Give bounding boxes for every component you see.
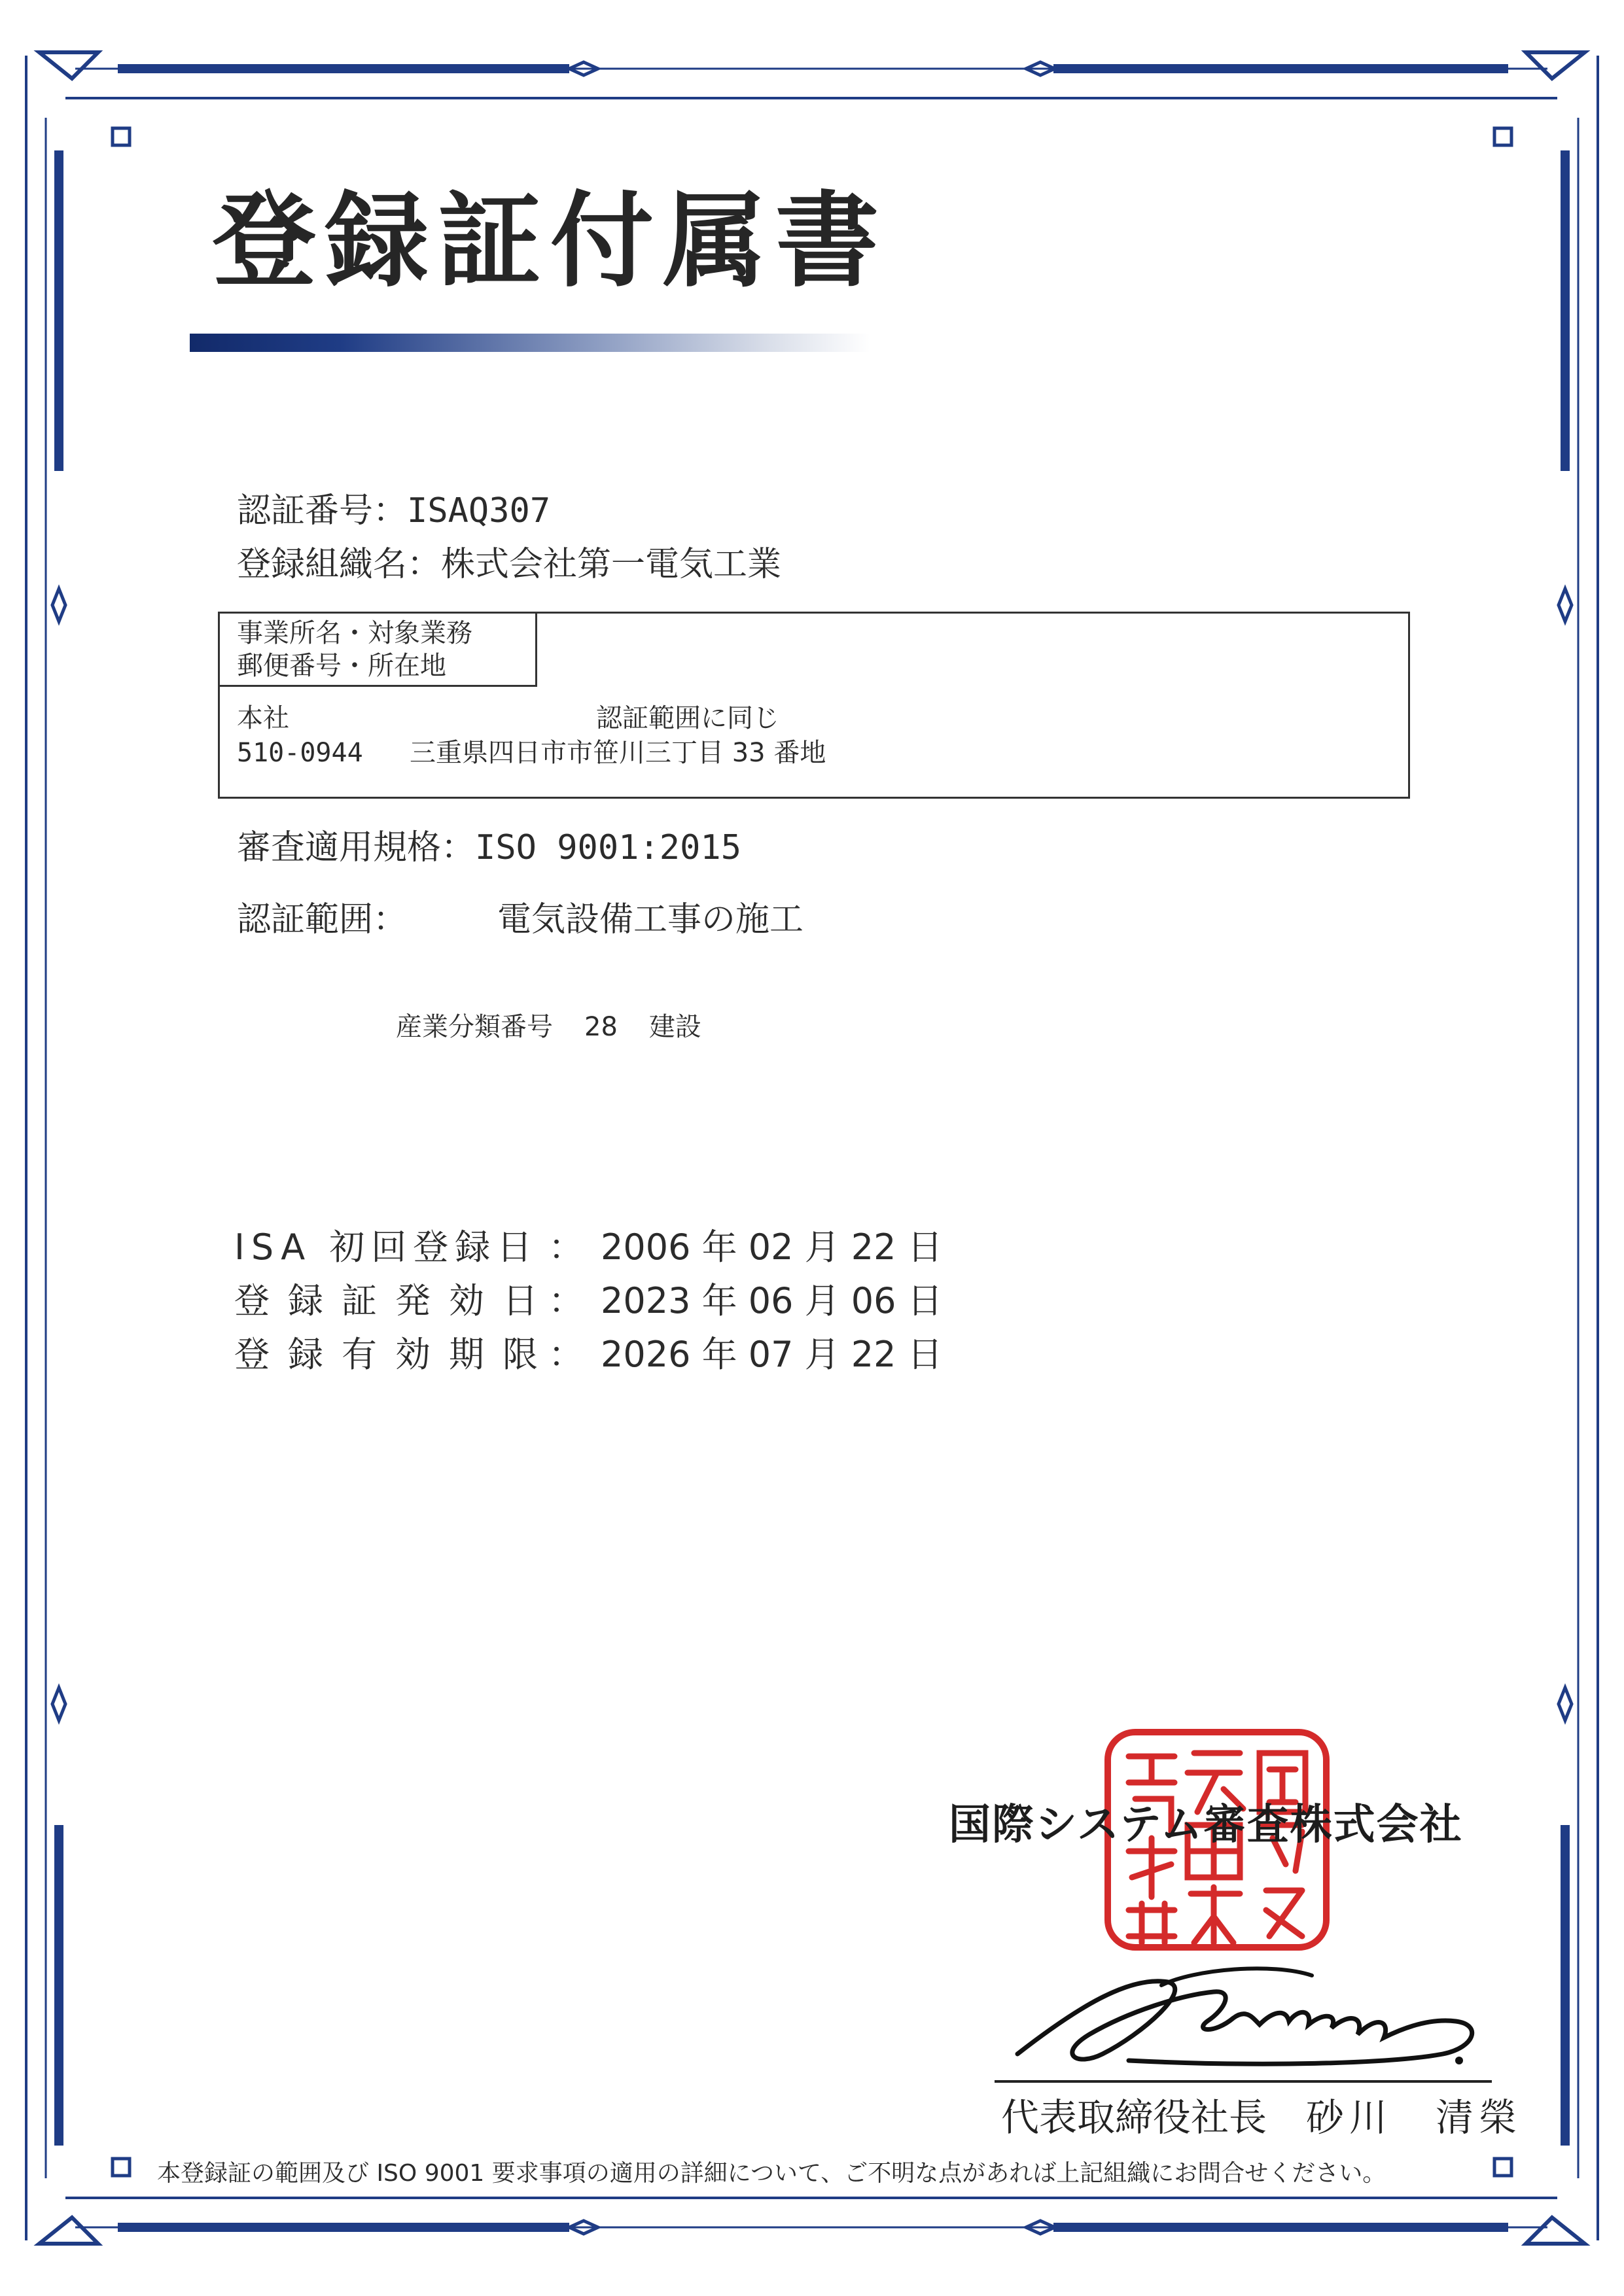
date-value: 2026 年 07 月 22 日 [601,1334,943,1375]
date-label: 登録証発効日 [234,1280,556,1321]
site-address: 三重県四日市市笹川三丁目 33 番地 [410,738,826,768]
site-table [218,612,1410,799]
header-business: 事業所名・対象業務 [237,618,472,648]
date-sep: ： [548,1280,584,1321]
cert-number-value: ISAQ307 [407,491,551,531]
handwritten-signature [998,1956,1495,2074]
scope-label: 認証範囲： [237,900,408,939]
industry-row [396,1014,701,1040]
standard-label: 審査適用規格： [237,828,476,867]
header-address: 郵便番号・所在地 [237,651,446,681]
footer-note: 本登録証の範囲及び ISO 9001 要求事項の適用の詳細について、ご不明な点があれば上記組織にお問合せください。 [157,2160,1386,2187]
representative-title: 代表取締役社長 [1001,2095,1267,2140]
standard-value: ISO 9001:2015 [475,828,742,867]
title-underline [190,334,870,352]
document-title: 登録証付属書 [213,181,888,302]
industry-name: 建設 [648,1012,701,1042]
organization-label: 登録組織名： [237,545,442,584]
date-sep: ： [548,1226,584,1268]
signature-line [995,2080,1492,2083]
scope-value: 電気設備工事の施工 [497,900,804,939]
date-issued [234,1280,954,1323]
postal-code: 510-0944 [237,738,363,768]
industry-label: 産業分類番号 [396,1012,553,1042]
site-scope: 認証範囲に同じ [596,703,779,733]
date-initial [234,1226,954,1269]
standard-row [237,828,742,867]
organization-value: 株式会社第一電気工業 [441,545,782,584]
cert-number-label: 認証番号： [237,491,408,531]
cert-number-row [237,491,551,531]
site-name: 本社 [237,703,289,733]
organization-row [237,545,782,584]
industry-code: 28 [584,1012,618,1042]
scope-row [237,900,408,939]
date-label: ISA 初回登録日 [234,1226,539,1268]
date-sep: ： [548,1334,584,1375]
date-expiry [234,1334,954,1376]
date-value: 2023 年 06 月 06 日 [601,1280,943,1321]
site-table-header [220,614,537,687]
date-label: 登録有効期限 [234,1334,556,1375]
issuer-company: 国際システム審査株式会社 [949,1801,1463,1849]
date-value: 2006 年 02 月 22 日 [601,1226,943,1268]
representative [1001,2095,1523,2140]
representative-name: 砂川 清榮 [1306,2095,1523,2140]
